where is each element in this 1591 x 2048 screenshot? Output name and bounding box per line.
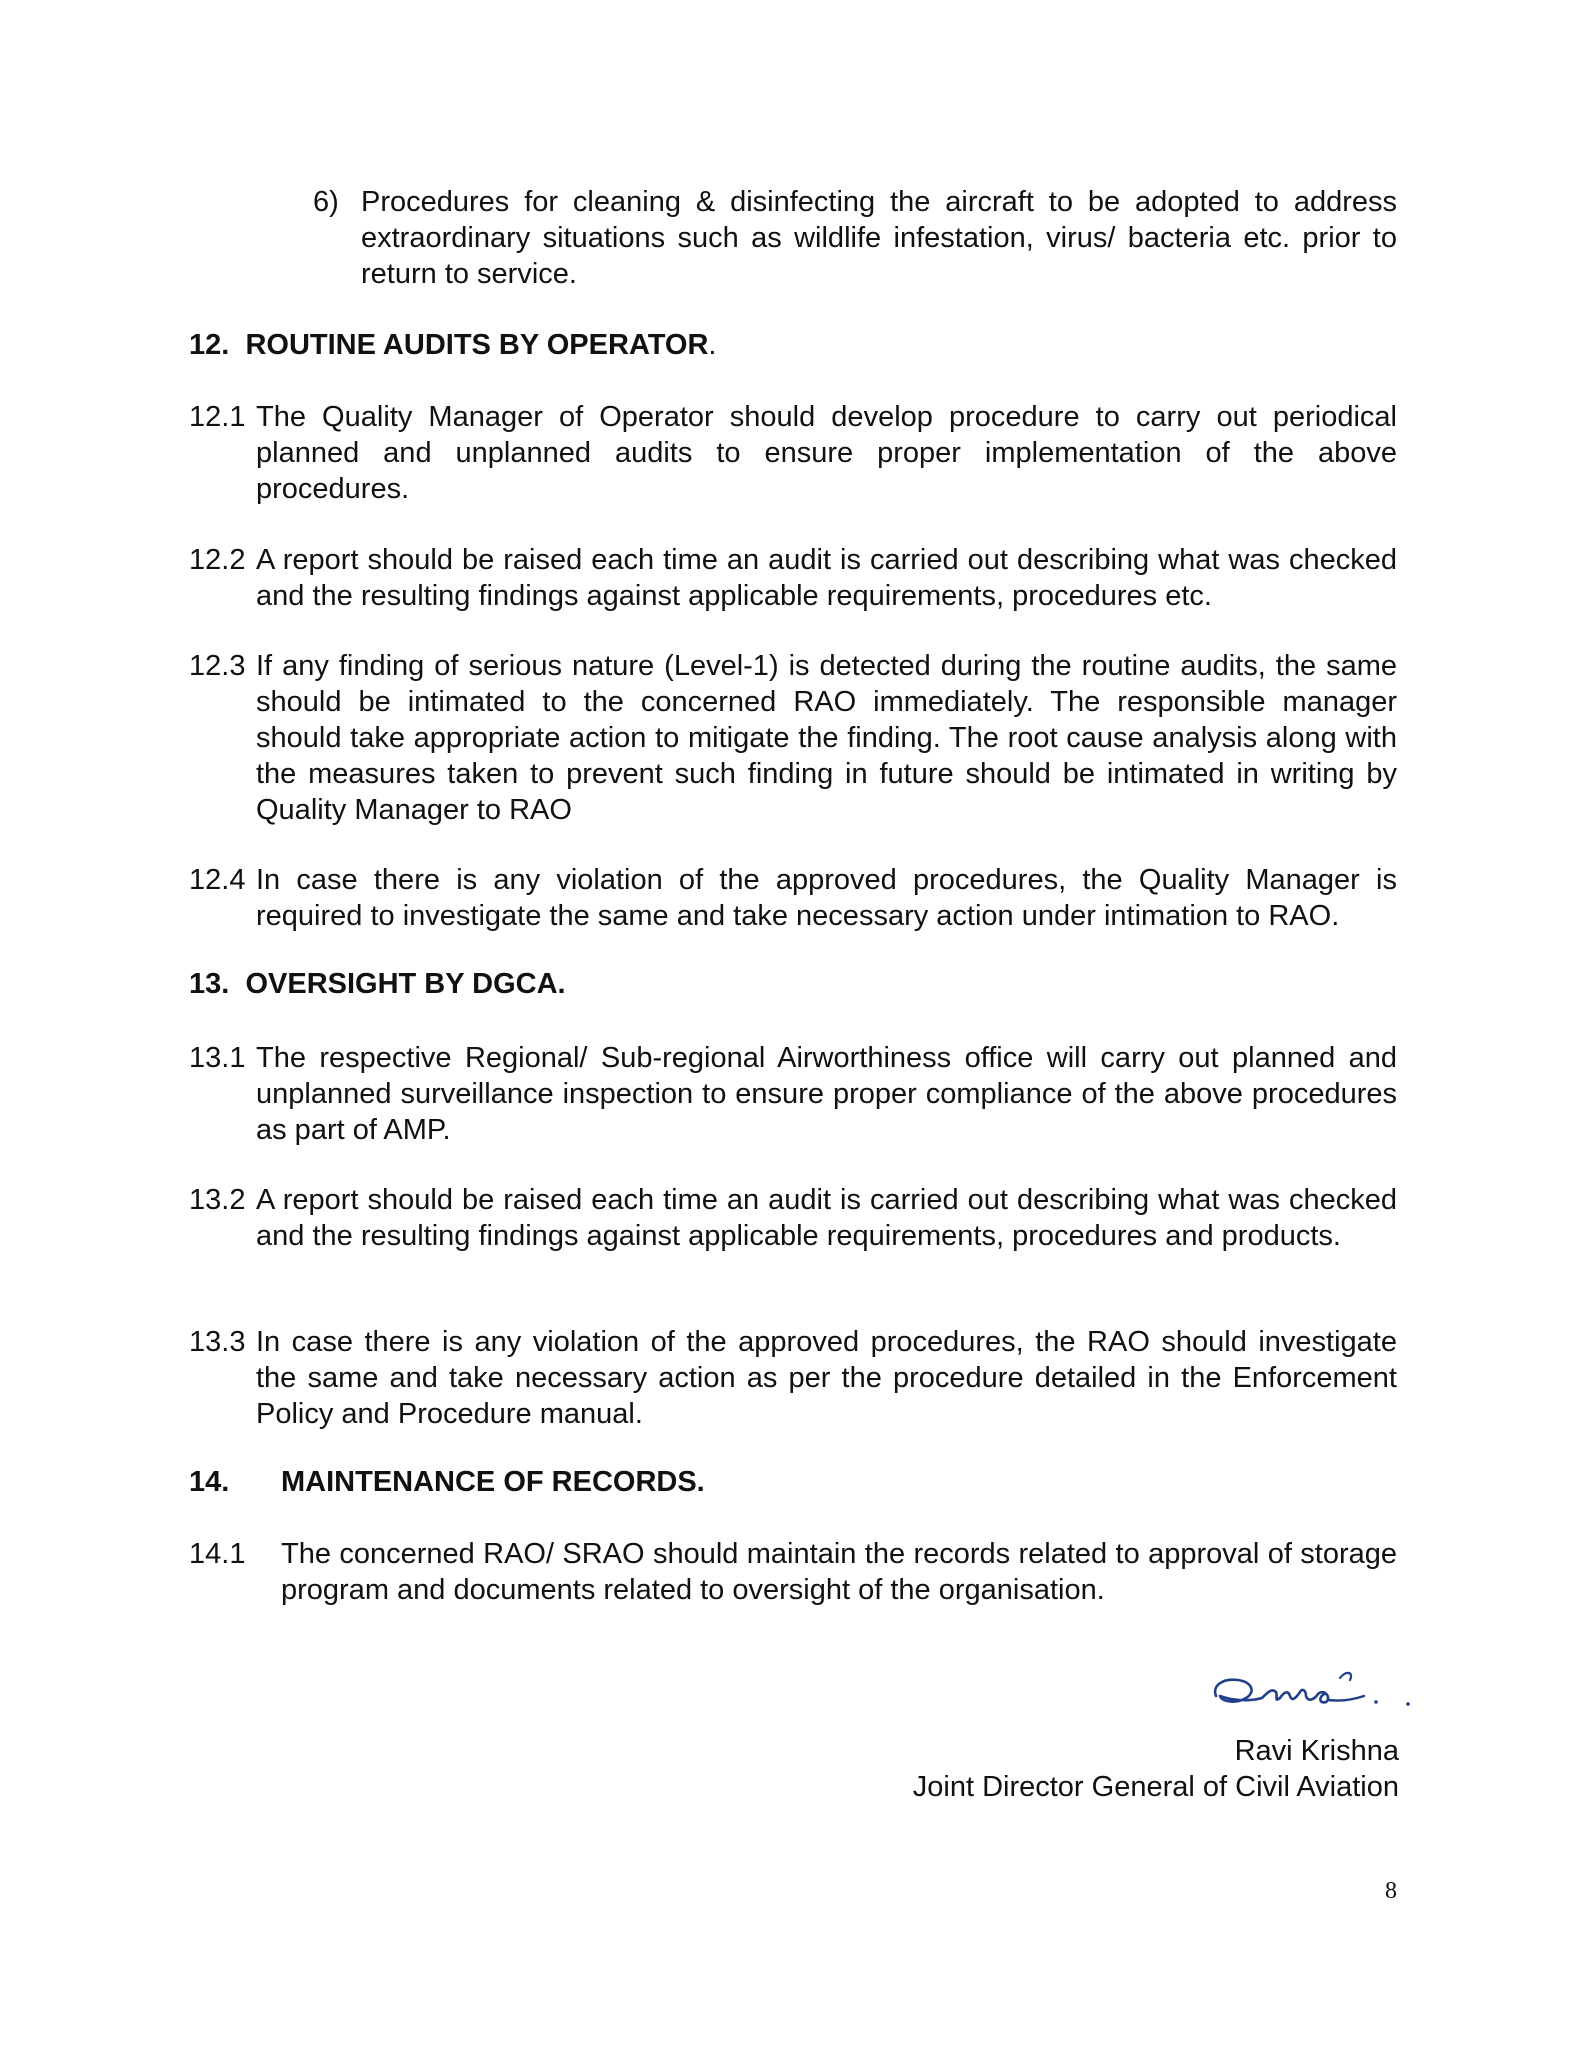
clause-13-3 xyxy=(189,1324,1397,1432)
clause-text: A report should be raised each time an audit is carried out describing what was checked and the resulting findings against applicable requirements, procedures etc. xyxy=(256,544,1397,612)
section-title: OVERSIGHT BY DGCA. xyxy=(245,968,566,1000)
section-title: MAINTENANCE OF RECORDS. xyxy=(281,1466,705,1498)
clause-number: 12.4 xyxy=(189,864,246,896)
clause-12-2 xyxy=(189,542,1397,614)
clause-text: A report should be raised each time an audit is carried out describing what was checked and the resulting findings against applicable requirements, procedures and products. xyxy=(256,1184,1397,1252)
clause-12-1 xyxy=(189,399,1397,507)
section-title-suffix: . xyxy=(708,329,717,361)
clause-number: 13.3 xyxy=(189,1326,246,1358)
clause-text: In case there is any violation of the approved procedures, the RAO should investigate the same and take necessary action as per the procedure detailed in the Enforcement Policy and Procedure manual. xyxy=(256,1326,1397,1430)
signatory-block xyxy=(913,1733,1399,1805)
list-item-number: 6) xyxy=(313,186,339,218)
clause-13-2 xyxy=(189,1182,1397,1254)
section-title: ROUTINE AUDITS BY OPERATOR xyxy=(245,329,709,361)
signatory-designation: Joint Director General of Civil Aviation xyxy=(912,1771,1399,1803)
clause-text: The Quality Manager of Operator should develop procedure to carry out periodical planned and unplanned audits to ensure proper implementation of the above procedures. xyxy=(256,401,1397,505)
handwritten-signature xyxy=(1208,1658,1418,1718)
clause-number: 14.1 xyxy=(189,1538,246,1570)
clause-12-3 xyxy=(189,648,1397,828)
section-13-heading xyxy=(189,966,566,1002)
clause-12-4 xyxy=(189,862,1397,934)
clause-number: 13.2 xyxy=(189,1184,246,1216)
signatory-name: Ravi Krishna xyxy=(1234,1735,1399,1767)
clause-number: 12.2 xyxy=(189,544,246,576)
clause-14-1 xyxy=(189,1536,1397,1608)
clause-number: 13.1 xyxy=(189,1042,246,1074)
clause-text: The concerned RAO/ SRAO should maintain the records related to approval of storage program and documents related to oversight of the organisation. xyxy=(281,1538,1397,1606)
clause-number: 12.3 xyxy=(189,650,246,682)
clause-text: In case there is any violation of the approved procedures, the Quality Manager is required to investigate the same and take necessary action under intimation to RAO. xyxy=(256,864,1397,932)
page-number: 8 xyxy=(1385,1878,1397,1904)
section-number: 13. xyxy=(189,968,230,1000)
clause-13-1 xyxy=(189,1040,1397,1148)
clause-text: The respective Regional/ Sub-regional Airworthiness office will carry out planned and unplanned surveillance inspection to ensure proper compliance of the above procedures as part of AMP. xyxy=(256,1042,1397,1146)
clause-number: 12.1 xyxy=(189,401,246,433)
list-item-text: Procedures for cleaning & disinfecting the aircraft to be adopted to address extraordinary situations such as wildlife infestation, virus/ bacteria etc. prior to return to service. xyxy=(361,186,1397,290)
section-number: 14. xyxy=(189,1466,230,1498)
section-number: 12. xyxy=(189,329,230,361)
list-item-6 xyxy=(313,184,1397,292)
section-12-heading xyxy=(189,327,716,363)
clause-text: If any finding of serious nature (Level-1) is detected during the routine audits, the same should be intimated to the concerned RAO immediately. The responsible manager should take appropriate action to mitigate the finding. The root cause analysis along with the measures taken to prevent such finding in future should be intimated in writing by Quality Manager to RAO xyxy=(256,650,1397,826)
